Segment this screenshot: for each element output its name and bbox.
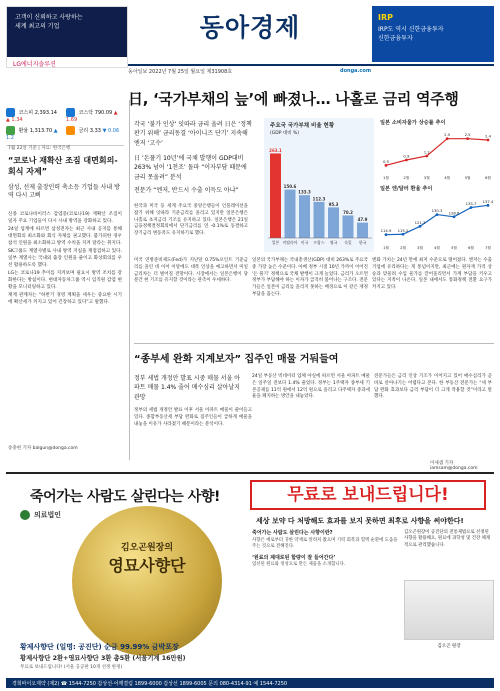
data-point xyxy=(470,206,473,209)
line-category-label: 3월 xyxy=(423,176,430,180)
point-value-label: 2.4 xyxy=(484,133,492,139)
data-point xyxy=(436,213,439,216)
percent-icon xyxy=(66,126,75,135)
point-value-label: 0.9 xyxy=(403,153,410,159)
point-value-label: 137.4 xyxy=(482,198,494,204)
top-right-ad-line3: 신한금융투자 xyxy=(378,35,413,43)
paragraph: 24일 업계에 따르면 삼성전자는 최근 사내 공지를 통해 대면회의 최소화와 회식 자제를 권고했다. 불가피한 경우 참석 인원을 최소화하고 방역 수칙을 지켜 달라는 취지다. xyxy=(8,227,122,246)
mid-article-col1: 정부의 세법 개정안 발표 이후 서울 아파트 매물이 줄어들고 있다. 종합부동산세 부담 완화로 집주인들이 급하게 매물을 내놓을 이유가 사라졌기 때문이라는 분석이다. xyxy=(134,408,252,427)
main-body-col-b: 일본의 국가부채는 국내총생산(GDP) 대비 263%로 주요국 중 가장 높은 수준이다. 아베 정부 시절 10년 가까이 이어진 ‘돈 풀기’ 정책으로 국채 발행이 크게 늘었다. 금리가 오르면 정부가 부담해야 하는 이자가 급격히 불어나는 구조다. 전문가들은 일본이 금리를 올리지 못하는 배경으로 이 같은 재정 부담을 꼽는다. xyxy=(252,258,368,297)
chart-icon xyxy=(66,108,75,117)
paragraph: 재계 관계자는 “하반기 경영 계획을 세우는 중요한 시기에 확산세가 커지고 있어 긴장하고 있다”고 말했다. xyxy=(8,293,122,305)
series-line xyxy=(386,139,488,166)
data-point xyxy=(402,233,405,236)
line-category-label: 2월 xyxy=(400,246,406,250)
bar-chart-title: 주요국 국가부채 비율 현황 xyxy=(270,123,335,129)
ad-copy-2: 엄선된 원료와 정성으로 만든 제품을 소개합니다. xyxy=(252,562,346,568)
line-category-label: 2월 xyxy=(403,176,410,180)
data-point xyxy=(453,215,456,218)
mid-article-col2: 24일 부동산 빅데이터 업체 아실에 따르면 서울 아파트 매물은 일주일 전보다 1.4% 줄었다. 정부는 1주택자 종부세 기본공제를 11억 원에서 12억 원으로 올리고 다주택자 중과세율을 폐지하는 방안을 내놓았다. xyxy=(252,374,370,400)
bar xyxy=(314,202,325,238)
mid-article-byline: 이새샘 기자 iamsam@donga.com xyxy=(430,461,478,471)
ad-free-banner[interactable]: 무료로 보내드립니다! xyxy=(250,480,486,510)
charts-panel xyxy=(264,118,496,252)
ad-price-line3: 무료로 보내드립니다! (서울 공공판 10개 선정 한정) xyxy=(20,665,123,670)
bar xyxy=(285,190,296,238)
dateline xyxy=(128,64,494,74)
line-category-label: 6월 xyxy=(485,176,491,180)
point-value-label: 114.9 xyxy=(380,228,392,234)
line-category-label: 1월 xyxy=(383,176,389,180)
line-category-label: 1월 xyxy=(383,246,389,250)
bar-value-label: 47.9 xyxy=(357,217,368,223)
ad-question-2: ‘원료의 제대로된 함량이 잘 들어간다’ xyxy=(252,554,336,561)
column-divider xyxy=(129,100,130,460)
bar-category-label: 프랑스 xyxy=(313,240,325,245)
bar-category-label: 한국 xyxy=(358,240,367,245)
line-category-label: 6월 xyxy=(468,246,474,250)
main-subhead-3: 전문가 “엔저, 반드시 수출 이득도 아냐” xyxy=(134,187,239,194)
stat-exchange: 환율 1,313.70 ▲ 1.2 xyxy=(6,128,58,141)
main-body-col-a2: 미국 연방준비제도(Fed)가 지난달 0.75%포인트 기준금리를 올린 데 이어 이달에도 대폭 인상을 예고하면서 미일 금리차는 더 벌어질 전망이다. 시장에서는 일본은행이 당분간 현 기조를 유지할 것이라는 관측이 우세하다. xyxy=(134,258,248,284)
top-left-ad[interactable] xyxy=(6,6,128,68)
data-point xyxy=(487,204,490,207)
bar-category-label: 영국 xyxy=(329,240,338,245)
ad-question-1: 죽어가는 사람도 살린다는 사향이란? xyxy=(252,530,333,536)
ad-clinic-name: 의료법인 xyxy=(34,511,62,519)
bar-category-label: 이탈리아 xyxy=(282,240,298,245)
paragraph: LG는 코로나19 추이를 지켜보며 필요시 방역 조치를 강화한다는 방침이다. 현대자동차그룹 역시 임직원 감염 현황을 모니터링하고 있다. xyxy=(8,271,122,290)
mid-article-col3: 전문가들은 금리 인상 기조가 이어지고 있어 매수심리가 곧바로 살아나기는 어렵다고 본다. 한 부동산 전문가는 “세 부담 완화 효과보다 금리 부담이 더 크게 작용할 것”이라고 말했다. xyxy=(374,374,492,400)
ad-person-name: 김오곤 원장 xyxy=(437,644,461,649)
top-left-ad-line1: 고객이 신뢰하고 사랑하는 xyxy=(15,14,83,21)
bar xyxy=(328,207,339,238)
charts-svg xyxy=(264,118,496,252)
point-value-label: 115.2 xyxy=(397,227,409,233)
bar-category-label: 일본 xyxy=(271,240,280,245)
ball-line2: 영묘사향단 xyxy=(108,556,186,575)
side-article-byline: 송충현 기자 balgun@donga.com xyxy=(8,446,78,451)
top-right-ad-line1: IRP xyxy=(378,13,393,22)
ad-phone-bar[interactable]: 경희바이오제약 (제2) ☎ 1544-7250 갑상선·어깨결림 1899-6000 갑상선 1899-6005 문의 080-4314-91 예 1544-7250 xyxy=(6,678,494,688)
bar-category-label: 독일 xyxy=(344,240,352,245)
bar-chart-subtitle: (GDP 대비 %) xyxy=(270,131,300,136)
bar-value-label: 150.6 xyxy=(283,184,297,190)
stat-kospi: 코스피 2,393.14 ▲ 1.34 xyxy=(6,110,57,123)
main-headline[interactable]: 日, ‘국가부채의 늪’에 빠졌나… 나홀로 금리 역주행 xyxy=(128,90,459,108)
mid-article-headline[interactable]: “종부세 완화 지계보자” 집주인 매물 거둬들여 xyxy=(134,354,339,365)
main-body-col-c: 엔화 가치는 24년 만에 최저 수준으로 떨어졌다. 엔저는 수출 기업에 유리하다는 게 통념이지만, 최근에는 원자재 가격 상승과 맞물려 수입 물가를 끌어올리면서 가계 부담을 키우고 있다는 지적이 나온다. 일본 내에서도 통화정책 전환 요구가 커지고 있다. xyxy=(372,258,492,290)
bar xyxy=(299,195,310,238)
ad-headline: 세상 보약 다 처방해도 효과를 보지 못하면 최후로 사향을 써야한다! xyxy=(256,517,464,525)
side-article-headline[interactable]: “코로나 재확산 조짐 대면회의-회식 자제” xyxy=(8,156,118,176)
stat-kosdaq: 코스닥 790.09 ▲ 1.69 xyxy=(66,110,118,123)
bar xyxy=(270,153,281,238)
bar xyxy=(343,215,354,238)
currency-icon xyxy=(6,126,15,135)
main-subhead-2: 日 ‘돈풀기 10년’에 국채 발행이 GDP대비 263% 넘어 ‘1천조’ 돌파 “이자부담 때문에 금리 못올려” 분석 xyxy=(134,155,247,181)
market-stats xyxy=(6,104,124,146)
bar-value-label: 133.3 xyxy=(298,189,311,195)
mid-article-subhead: 정부 세법 개정안 발표 시중 매물 서울 아파트 매물 1.4% 줄어 매수심리 살아날지 관망 xyxy=(134,375,241,401)
line-category-label: 3월 xyxy=(417,246,423,250)
masthead-logo[interactable]: 동아경제 xyxy=(199,13,301,42)
paragraph: SK그룹도 계열사별로 사내 방역 지침을 재점검하고 있다. 일부 계열사는 국내외 출장 인원을 줄이고 화상회의를 우선 활용하도록 했다. xyxy=(8,249,122,268)
site-url-link[interactable]: donga.com xyxy=(340,68,372,74)
top-left-ad-brand: LG에너지솔루션 xyxy=(13,61,56,68)
point-value-label: 130.3 xyxy=(431,208,443,214)
ad-price-line2: 황제사향단 2환+영묘사향단 3환 총5환 (서울기계 16만원) xyxy=(20,655,186,662)
line-category-label: 4월 xyxy=(434,246,440,250)
top-right-ad[interactable] xyxy=(372,6,494,62)
paragraph: 신종 코로나바이러스 감염증(코로나19) 재확산 조짐이 일자 주요 기업들이 다시 사내 방역을 강화하고 있다. xyxy=(8,212,122,224)
bar-value-label: 70.2 xyxy=(343,209,353,215)
data-point xyxy=(446,137,449,140)
ad-slogan: 죽어가는 사람도 살린다는 사향! xyxy=(30,489,221,505)
data-point xyxy=(419,225,422,228)
data-point xyxy=(405,159,408,162)
ad-price-line1: 황제사향단 (일명: 공진단) 순금 99.99% 금박포장 xyxy=(20,643,179,651)
bar-category-label: 미국 xyxy=(300,240,309,245)
data-point xyxy=(385,233,388,236)
data-point xyxy=(487,139,490,142)
line-chart-title: 일본 엔/달러 환율 추이 xyxy=(380,186,433,192)
stat-rate: 금리 3.33 ▼ 0.06 xyxy=(66,126,120,138)
main-subhead-1: 각국 ‘불가 인상’ 잇따라 금리 올려 日은 ‘정책 판기 위해’ 금리동결 ‘아이니즈 단기’ 지속해 엔저 ‘고수’ xyxy=(134,121,252,147)
bar-value-label: 263.1 xyxy=(269,147,282,153)
point-value-label: 121.3 xyxy=(414,219,426,225)
section-divider xyxy=(134,343,494,344)
main-body-col-a: 한국과 미국 등 세계 주요국 중앙은행들이 인플레이션을 잡기 위해 잇따라 기준금리를 올리고 있지만 일본은행은 나홀로 초저금리 기조를 유지하고 있다. 일본은행은 21일 금융정책결정회의에서 단기금리를 연 -0.1%로 동결하고 장기금리 변동폭도 유지하기로 했다. xyxy=(134,204,248,236)
data-point xyxy=(425,155,428,158)
data-point xyxy=(466,137,469,140)
top-right-ad-line2: IRP도 역시 신한금융투자 xyxy=(378,25,444,33)
ad-person-description: 김오곤원장이 공진단의 전통제법으로 선정된 사향을 활용해요, 원료에 과학성 및 건강 체계적으로 관리했습니다. xyxy=(404,530,491,548)
point-value-label: 2.5 xyxy=(444,132,451,138)
doctor-portrait-image xyxy=(404,580,494,640)
point-value-label: 135.7 xyxy=(465,201,477,207)
ad-copy xyxy=(252,530,402,569)
ad-copy-1: 사향은 예로부터 귀한 약재로 알려져 왔으며 기력 회복과 혈액 순환에 도움을 주는 것으로 전해진다. xyxy=(252,537,398,550)
stats-note: 7월 22일 기준 | 자료: 한국은행 xyxy=(8,146,71,151)
point-value-label: 0.5 xyxy=(382,158,390,164)
data-point xyxy=(385,164,388,167)
dateline-text: 동아일보 2022년 7월 25일 월요일 제31908호 xyxy=(128,69,233,75)
line-chart-title: 일본 소비자물가 상승률 추이 xyxy=(380,120,446,126)
product-ball-text xyxy=(72,540,222,576)
bar-value-label: 112.3 xyxy=(312,196,326,202)
line-category-label: 4월 xyxy=(444,176,451,180)
ball-line1: 김오곤원장의 xyxy=(120,543,174,553)
clinic-logo-icon xyxy=(20,510,30,520)
chart-icon xyxy=(6,108,15,117)
line-category-label: 5월 xyxy=(464,176,471,180)
point-value-label: 2.5 xyxy=(464,132,471,138)
bar-value-label: 95.3 xyxy=(328,201,339,207)
side-article-body xyxy=(8,212,122,309)
bar xyxy=(357,223,368,238)
point-value-label: 1.2 xyxy=(423,149,430,155)
top-left-ad-line2: 세계 최고의 기업 xyxy=(15,23,60,30)
line-category-label: 7월 xyxy=(485,246,491,250)
product-ball-image xyxy=(72,506,222,656)
side-article-subhead: 삼성, 선제 출장인력 축소등 기업들 사내 방역 다시 고삐 xyxy=(8,184,120,200)
point-value-label: 128.6 xyxy=(448,210,460,216)
line-category-label: 5월 xyxy=(451,246,457,250)
